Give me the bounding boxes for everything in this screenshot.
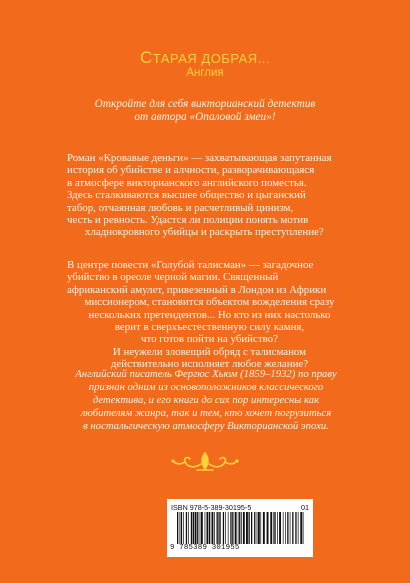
barcode-bar — [177, 512, 178, 544]
blurb-line: миссионером, становится объектом вожделения сразу — [84, 296, 335, 309]
author-line: любителям жанра, так и тем, кто хочет погрузиться — [80, 407, 332, 419]
barcode-bar — [183, 512, 184, 544]
blurb-line: И неужели зловещий обряд с талисманом — [112, 345, 307, 358]
barcode-bar — [238, 512, 239, 544]
barcode-bar — [260, 512, 261, 544]
barcode-bar — [292, 512, 293, 544]
barcode-bar — [193, 512, 194, 544]
barcode-bar — [200, 512, 201, 544]
barcode-bar — [241, 512, 242, 544]
barcode-bar — [212, 512, 214, 544]
barcode-bar — [277, 512, 278, 544]
blurb-line: Роман «Кровавые деньги» — захватывающая запутанная — [67, 152, 332, 164]
barcode-bar — [249, 512, 250, 544]
blurb-line: убийство в ореоле черной магии. Священный — [67, 271, 279, 284]
series-subtitle: Англия — [186, 67, 224, 79]
barcode-bar — [191, 512, 192, 544]
barcode-bar — [263, 512, 265, 544]
blurb-line: табор, отчаянная любовь и расчетливый цинизм, — [67, 201, 294, 214]
barcode-bar — [298, 512, 299, 544]
barcode-bar — [273, 512, 274, 544]
barcode-bar — [295, 512, 296, 544]
barcode-bar — [188, 512, 189, 544]
barcode-bar — [243, 512, 245, 544]
isbn-addon: 01 — [301, 503, 309, 512]
barcode-bar — [223, 512, 224, 544]
blurb-line: в атмосфере викторианского английского поместья. — [67, 176, 307, 189]
flourish-ornament-icon — [170, 450, 240, 474]
barcode-bar — [209, 512, 210, 544]
blurb-line: действительно исполняет любое желание? — [110, 358, 309, 371]
barcode-bar — [180, 512, 181, 544]
barcode-icon — [177, 512, 305, 544]
barcode-bar — [214, 512, 215, 544]
barcode-bar — [303, 512, 304, 544]
author-line: Английский писатель Фергюс Хьюм (1859–1932) по праву — [75, 368, 337, 380]
intro-tagline — [40, 98, 370, 124]
barcode-bar — [279, 512, 281, 544]
barcode-digits: 9 785389 301955 — [170, 544, 240, 552]
intro-line: Откройте для себя викторианский детектив — [94, 98, 316, 110]
blurb-line: история об убийстве и алчности, разворачивающаяся — [67, 164, 315, 177]
blurb-blood-money — [67, 152, 352, 239]
barcode-bar — [270, 512, 272, 544]
barcode-bar — [287, 512, 288, 544]
intro-line: от автора «Опаловой змеи»! — [134, 111, 276, 124]
barcode-bar — [290, 512, 291, 544]
barcode-bar — [251, 512, 252, 544]
barcode-bar — [267, 512, 269, 544]
blurb-line: честь и ревность. Удастся ли полиции понять мотив — [67, 214, 309, 227]
barcode-bar — [217, 512, 218, 544]
barcode-bar — [186, 512, 187, 544]
barcode-bar — [257, 512, 258, 544]
barcode-bar — [205, 512, 206, 544]
barcode-bar — [300, 512, 302, 544]
isbn-number: ISBN 978-5-389-30195-5 — [171, 503, 252, 512]
blurb-line: нескольких претендентов... Но кто из них настолько — [88, 308, 331, 321]
barcode-bar — [283, 512, 284, 544]
barcode-bar — [254, 512, 255, 544]
barcode-bar — [220, 512, 221, 544]
barcode-bar — [207, 512, 209, 544]
author-line: в ностальгическую атмосферу Викторианской эпохи. — [83, 420, 329, 432]
author-line: детектива, и его книги до сих пор интересны как — [92, 394, 320, 406]
blurb-blue-talisman — [67, 259, 352, 371]
barcode-bar — [232, 512, 233, 544]
blurb-line: хладнокровного убийцы и раскрыть преступление? — [85, 226, 324, 239]
barcode-bar — [285, 512, 286, 544]
blurb-line: африканский амулет, привезенный в Лондон из Африки — [67, 283, 327, 296]
barcode-bar — [258, 512, 260, 544]
series-title-initial: С — [139, 48, 153, 67]
author-note — [30, 368, 382, 433]
blurb-line: верит в сверхъестественную силу камня, — [114, 321, 305, 334]
barcode-bar — [181, 512, 182, 544]
barcode-bar — [239, 512, 240, 544]
blurb-line: В центре повести «Голубой талисман» — загадочное — [67, 259, 314, 271]
barcode-bar — [197, 512, 198, 544]
barcode-bar — [246, 512, 248, 544]
series-title — [0, 50, 410, 67]
blurb-line: что готов пойти на убийство? — [141, 333, 278, 346]
barcode-bar — [230, 512, 231, 544]
barcode-bar — [218, 512, 219, 544]
barcode-bar — [195, 512, 197, 544]
author-line: признан одним из основоположников классического — [88, 381, 324, 393]
series-title-rest: ТАРАЯ ДОБРАЯ... — [152, 51, 271, 66]
series-header — [0, 50, 410, 80]
isbn-row — [171, 503, 309, 512]
barcode-bar — [235, 512, 237, 544]
blurb-line: Здесь сталкиваются высшее общество и цыганский — [67, 189, 306, 202]
barcode-bar — [275, 512, 276, 544]
barcode-bar — [228, 512, 229, 544]
barcode-label — [167, 499, 313, 557]
barcode-bar — [225, 512, 226, 544]
barcode-bar — [201, 512, 203, 544]
